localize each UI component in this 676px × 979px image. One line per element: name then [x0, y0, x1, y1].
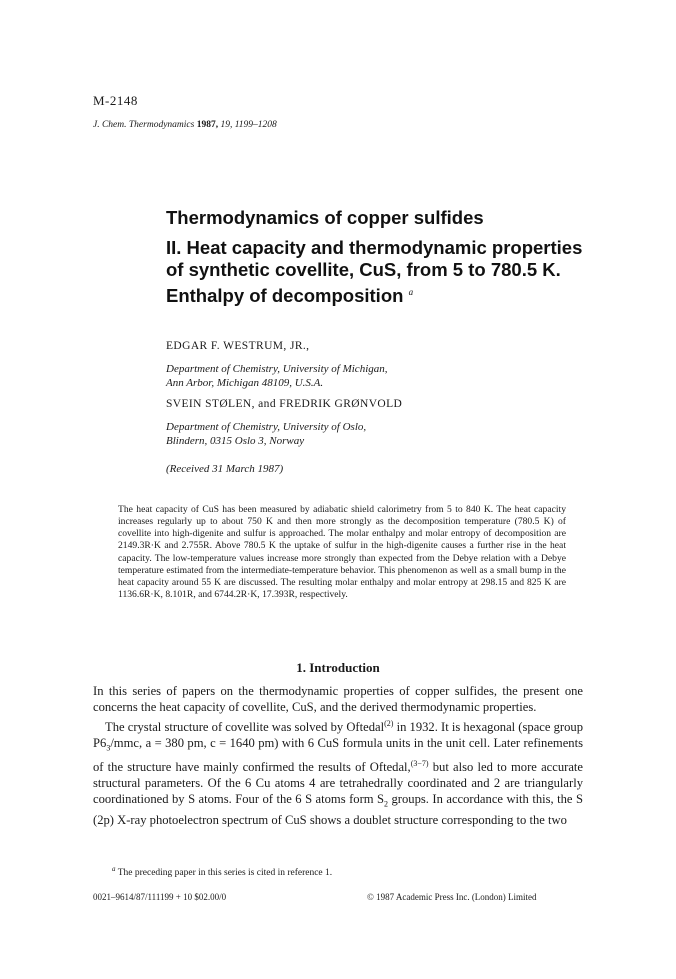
reference-2: (2)	[384, 718, 394, 728]
p2-text-b: in 1932. It is hexagonal (space group P6	[93, 720, 583, 750]
title-line-2-text: II. Heat capacity and thermodynamic properties of synthetic covellite, CuS, from 5 to 780.5 K. Enthalpy of decomposition	[166, 237, 583, 307]
section-heading-introduction: 1. Introduction	[296, 660, 380, 675]
footnote	[112, 865, 332, 878]
subscript-2: 2	[384, 799, 389, 809]
affiliation-oslo	[166, 421, 366, 448]
affiliation-oslo-line-2: Blindern, 0315 Oslo 3, Norway	[166, 434, 305, 447]
p2-text-c: /mmc, a = 380 pm, c = 1640 pm) with 6 CuS formula units in the unit cell. Later refinements of the structure have mainly confirmed the results of Oftedal,	[93, 735, 583, 775]
p2-text-a: The crystal structure of covellite was solved by Oftedal	[105, 720, 385, 734]
p2-text-d: but also led to more accurate structural parameters. Of the 6 Cu atoms 4 are tetrahedrally coordinated and 2 are triangularly coordinationed by S atoms. Four of the 6 S atoms form S	[93, 760, 584, 807]
title-footnote-mark: a	[408, 287, 414, 297]
affiliation-michigan	[166, 363, 388, 390]
journal-volume-pages: 19, 1199–1208	[220, 120, 277, 130]
footer-code: 0021–9614/87/111199 + 10 $02.00/0	[93, 892, 227, 902]
intro-paragraph-2	[93, 716, 583, 829]
p2-text-e: groups. In accordance with this, the S (2p) X-ray photoelectron spectrum of CuS shows a doublet structure corresponding to the two	[93, 792, 583, 827]
author-westrum: EDGAR F. WESTRUM, JR.,	[166, 340, 310, 352]
reference-3-7: (3−7)	[410, 759, 429, 769]
footer-copyright: © 1987 Academic Press Inc. (London) Limited	[367, 892, 537, 902]
affiliation-michigan-line-2: Ann Arbor, Michigan 48109, U.S.A.	[166, 376, 324, 389]
manuscript-code: M-2148	[93, 93, 138, 108]
introduction-body	[93, 684, 583, 829]
affiliation-michigan-line-1: Department of Chemistry, University of Michigan,	[166, 363, 388, 375]
footnote-mark: a	[112, 865, 116, 873]
intro-paragraph-1: In this series of papers on the thermodynamic properties of copper sulfides, the present one concerns the heat capacity of covellite, CuS, and the derived thermodynamic properties.	[93, 684, 583, 714]
received-date: (Received 31 March 1987)	[166, 463, 284, 475]
affiliation-oslo-line-1: Department of Chemistry, University of Oslo,	[166, 421, 367, 433]
footnote-text: The preceding paper in this series is cited in reference 1.	[115, 868, 333, 879]
journal-citation	[93, 120, 277, 130]
title-line-2	[166, 237, 586, 307]
title-line-1: Thermodynamics of copper sulfides	[166, 207, 484, 228]
paper-title	[166, 207, 586, 307]
authors-stolen-gronvold: SVEIN STØLEN, and FREDRIK GRØNVOLD	[166, 398, 403, 410]
journal-name: J. Chem. Thermodynamics	[93, 120, 195, 130]
subscript-3: 3	[106, 743, 111, 753]
journal-year: 1987,	[196, 120, 219, 130]
abstract: The heat capacity of CuS has been measured by adiabatic shield calorimetry from 5 to 840 K. The heat capacity increases regularly up to about 750 K and then more strongly as the decomposition temperature (780.5 K) of covellite into high-digenite and sulfur is approached. The molar enthalpy and molar entropy of decomposition are 2149.3R·K and 2.755R. Above 780.5 K the uptake of sulfur in the high-digenite causes a further rise in the heat capacity. The low-temperature values increase more strongly than expected from the Debye relation with a Debye temperature estimated from the intermediate-temperature behavior. This phenomenon as well as a small bump in the heat capacity around 55 K are discussed. The resulting molar enthalpy and molar entropy at 298.15 and 825 K are 1136.6R·K, 8.101R, and 6744.2R·K, 17.393R, respectively.	[118, 504, 566, 601]
